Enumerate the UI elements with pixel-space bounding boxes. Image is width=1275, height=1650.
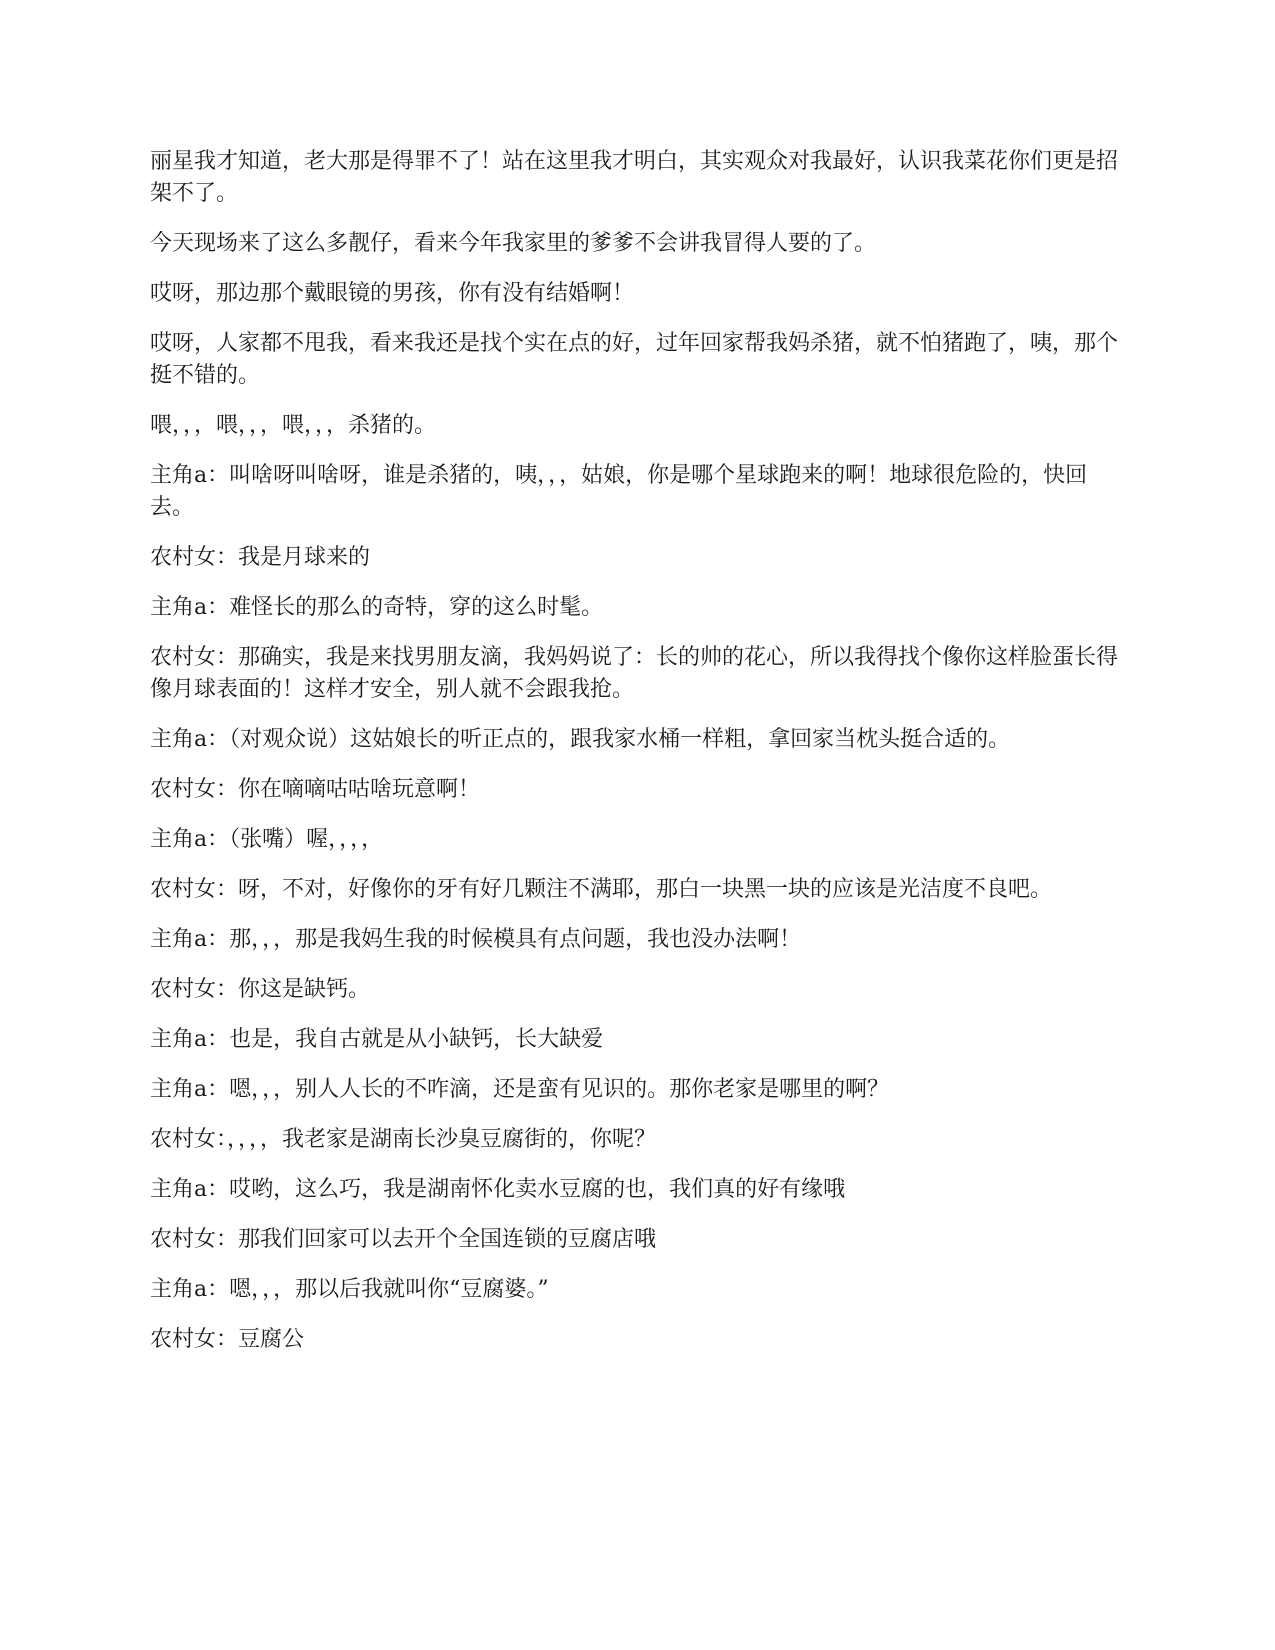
paragraph: 农村女：豆腐公	[150, 1327, 305, 1352]
paragraph: 喂，，，喂，，，喂，，，杀猪的。	[150, 413, 437, 438]
paragraph: 主角a：也是，我自古就是从小缺钙，长大缺爱	[150, 1027, 604, 1052]
paragraph: 主角a：（张嘴）喔，，，，	[150, 827, 384, 852]
paragraph: 主角a：难怪长的那么的奇特，穿的这么时髦。	[150, 595, 604, 620]
paragraph: 哎呀，人家都不甩我，看来我还是找个实在点的好，过年回家帮我妈杀猪，就不怕猪跑了，咦，那个挺不错的。	[150, 331, 1119, 388]
paragraph: 主角a：嗯，，，别人人长的不咋滴，还是蛮有见识的。那你老家是哪里的啊？	[150, 1077, 890, 1102]
paragraph: 农村女：我是月球来的	[150, 545, 371, 570]
paragraph: 农村女：那我们回家可以去开个全国连锁的豆腐店哦	[150, 1227, 657, 1252]
paragraph: 主角a：哎哟，这么巧，我是湖南怀化卖水豆腐的也，我们真的好有缘哦	[150, 1177, 846, 1202]
paragraph: 农村女：你这是缺钙。	[150, 977, 371, 1002]
paragraph: 今天现场来了这么多靓仔，看来今年我家里的爹爹不会讲我冒得人要的了。	[150, 231, 877, 256]
paragraph: 农村女：那确实，我是来找男朋友滴，我妈妈说了：长的帅的花心，所以我得找个像你这样脸蛋长得像月球表面的！这样才安全，别人就不会跟我抢。	[150, 645, 1119, 702]
paragraph: 农村女：呀，不对，好像你的牙有好几颗注不满耶，那白一块黑一块的应该是光洁度不良吧。	[150, 877, 1053, 902]
paragraph: 哎呀，那边那个戴眼镜的男孩，你有没有结婚啊！	[150, 281, 635, 306]
paragraph: 丽星我才知道，老大那是得罪不了！站在这里我才明白，其实观众对我最好，认识我菜花你们更是招架不了。	[150, 149, 1119, 206]
paragraph: 主角a：叫啥呀叫啥呀，谁是杀猪的，咦，，，姑娘，你是哪个星球跑来的啊！地球很危险的，快回去。	[150, 463, 1088, 520]
paragraph: 农村女：，，，，我老家是湖南长沙臭豆腐街的，你呢？	[150, 1127, 657, 1152]
paragraph: 主角a：嗯，，，那以后我就叫你“豆腐婆。”	[150, 1277, 549, 1302]
paragraph: 主角a：（对观众说）这姑娘长的听正点的，跟我家水桶一样粗，拿回家当枕头挺合适的。	[150, 727, 1011, 752]
paragraph: 农村女：你在嘀嘀咕咕啥玩意啊！	[150, 777, 481, 802]
paragraph: 主角a：那，，，那是我妈生我的时候模具有点问题，我也没办法啊！	[150, 927, 802, 952]
document-body	[150, 146, 1130, 1374]
